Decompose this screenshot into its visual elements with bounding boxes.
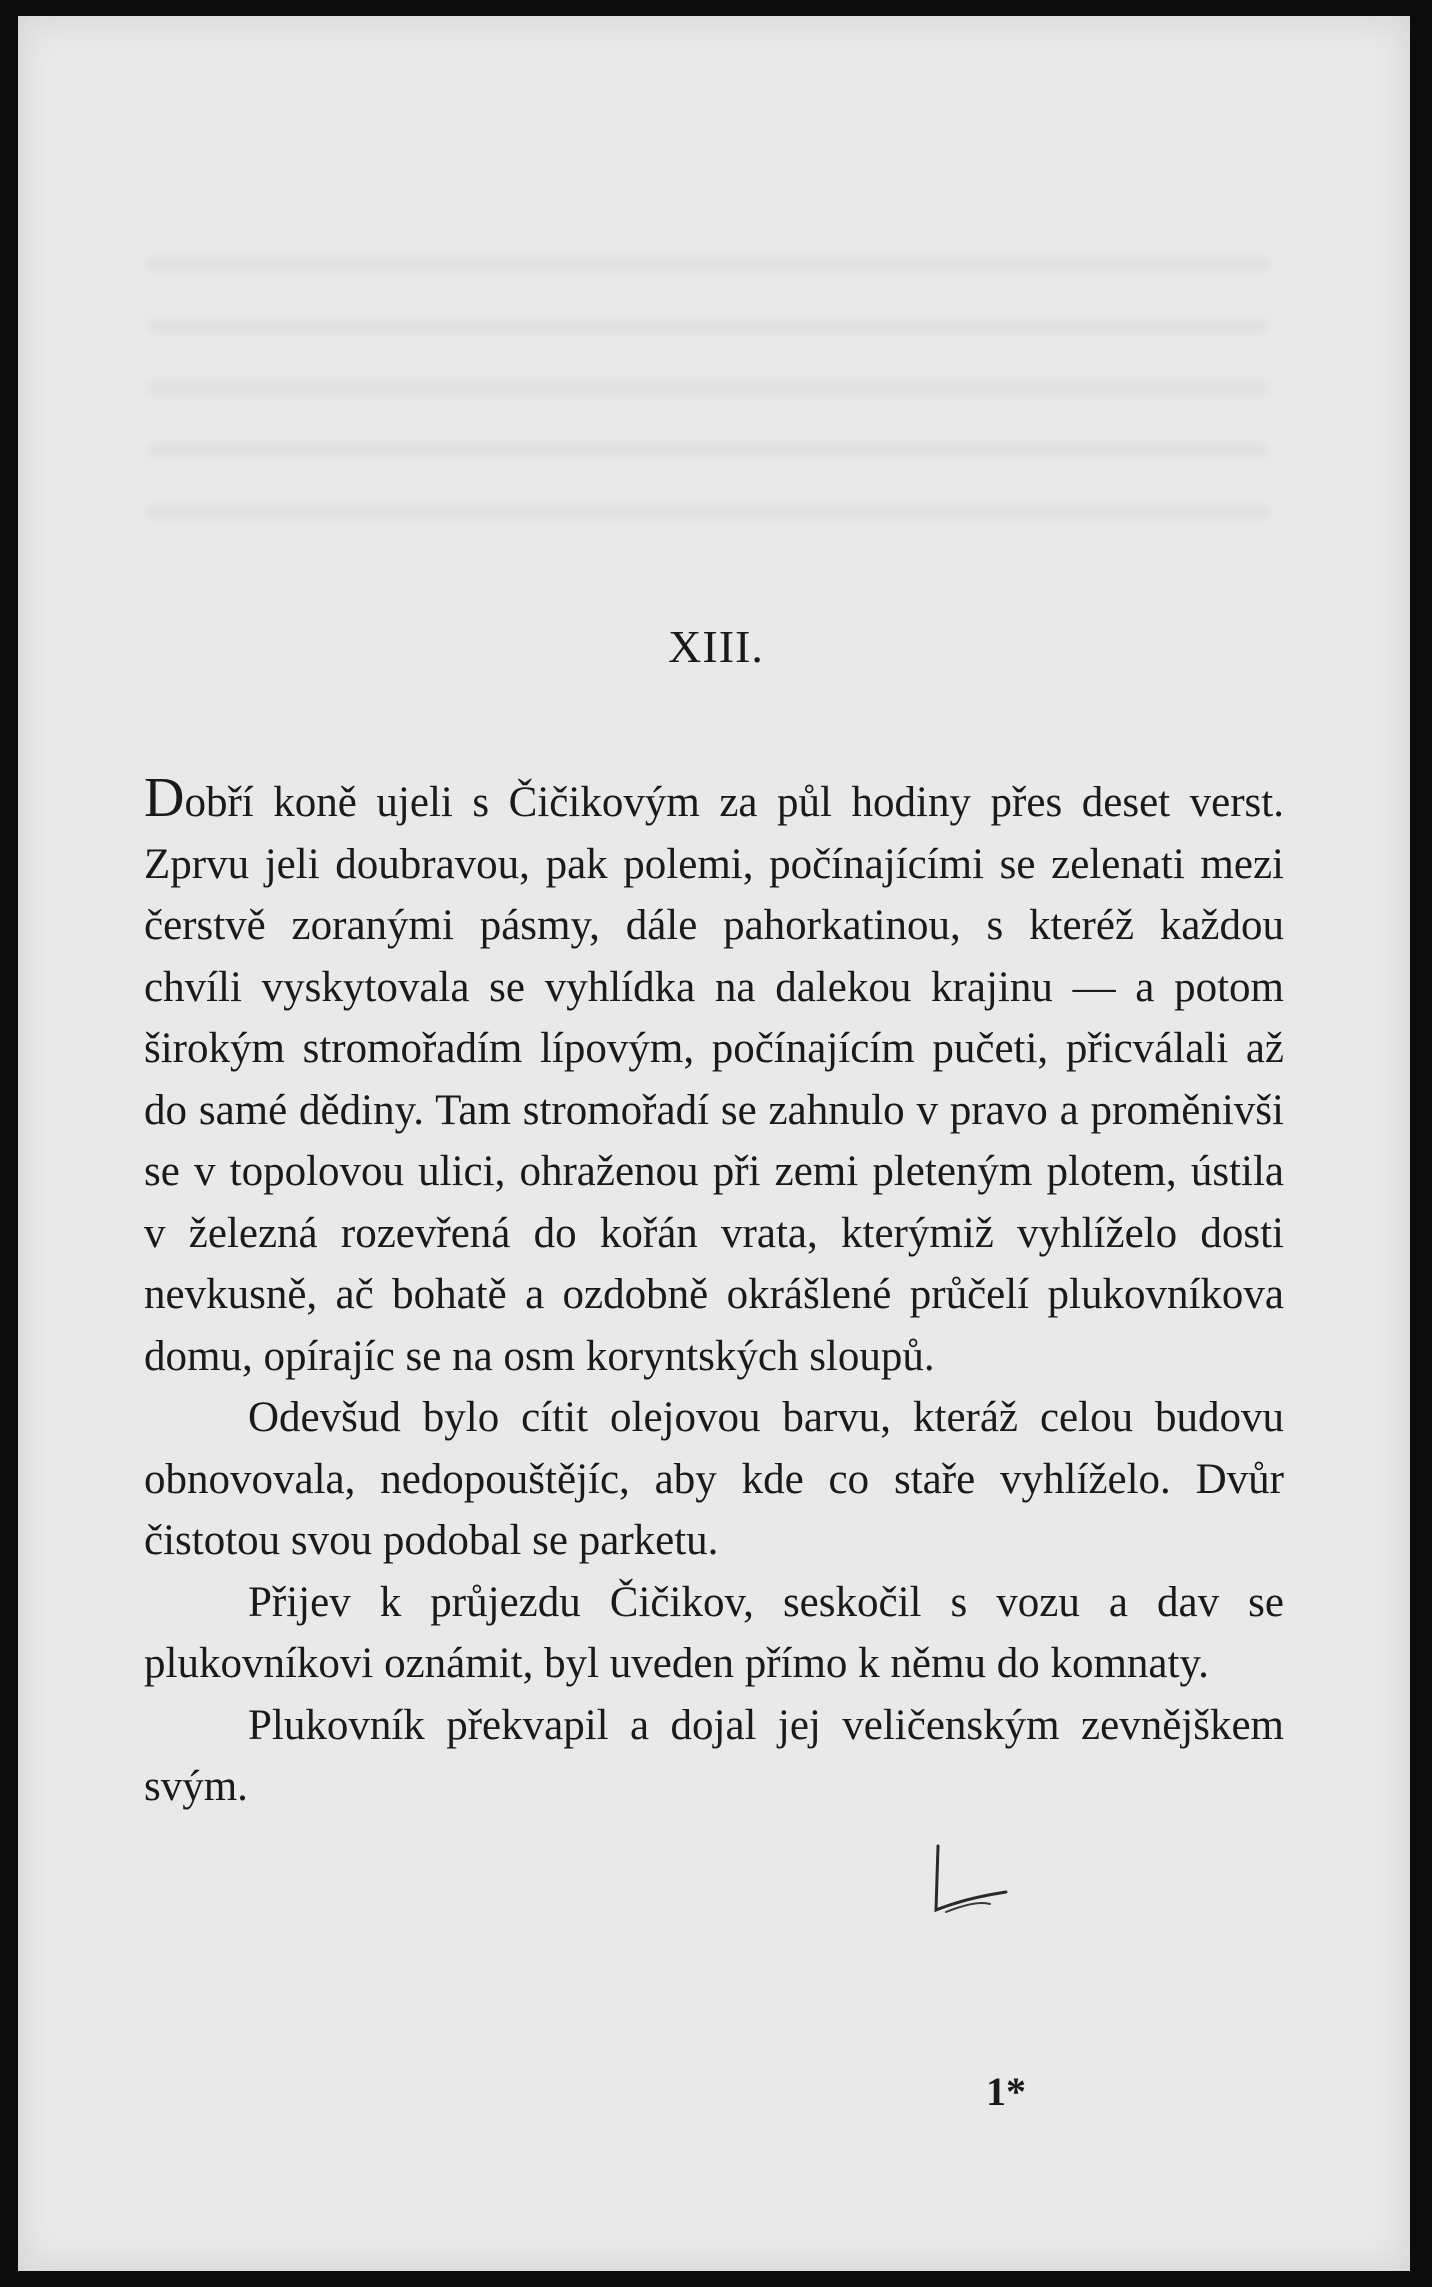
paragraph-3: Přijev k průjezdu Čičikov, seskočil s vozu a dav se plukovníkovi oznámit, byl uveden přímo k němu do komnaty. xyxy=(144,1578,1284,1687)
drop-cap: D xyxy=(144,767,185,829)
page-number: 1* xyxy=(986,2069,1026,2114)
paragraph-4: Plukovník překvapil a dojal jej veličenským zevnějškem svým. xyxy=(144,1701,1284,1810)
paragraph-2: Odevšud bylo cítit olejovou barvu, kteráž celou budovu obnovovala, nedopouštějíc, aby kde co staře vyhlíželo. Dvůr čistotou svou podobal se parketu. xyxy=(144,1394,1284,1564)
paragraph-1-text: obří koně ujeli s Čičikovým za půl hodiny přes deset verst. Zprvu jeli doubravou, pak polemi, počínajícími se zelenati mezi čerstvě zoranými pásmy, dále pahorkatinou, s kteréž každou chvíli vyskytovala se vyhlídka na dalekou krajinu — a potom širokým stromořadím lípovým, počínajícím pučeti, přicválali až do samé dědiny. Tam stromořadí se zahnulo v pravo a proměnivši se v topolovou ulici, ohraženou při zemi pleteným plotem, ústila v železná rozevřená do kořán vrata, kterýmiž vyhlíželo dosti nevkusně, ač bohatě a ozdobně okrášlené průčelí plukovníkova domu, opírajíc se na osm koryntských sloupů. xyxy=(144,779,1284,1380)
chapter-heading: XIII. xyxy=(668,621,764,672)
paragraph-1 xyxy=(144,767,1284,1387)
chapter-body xyxy=(144,767,1284,1818)
show-through-text xyxy=(148,216,1268,536)
pencil-correction-mark xyxy=(926,1840,1016,1920)
